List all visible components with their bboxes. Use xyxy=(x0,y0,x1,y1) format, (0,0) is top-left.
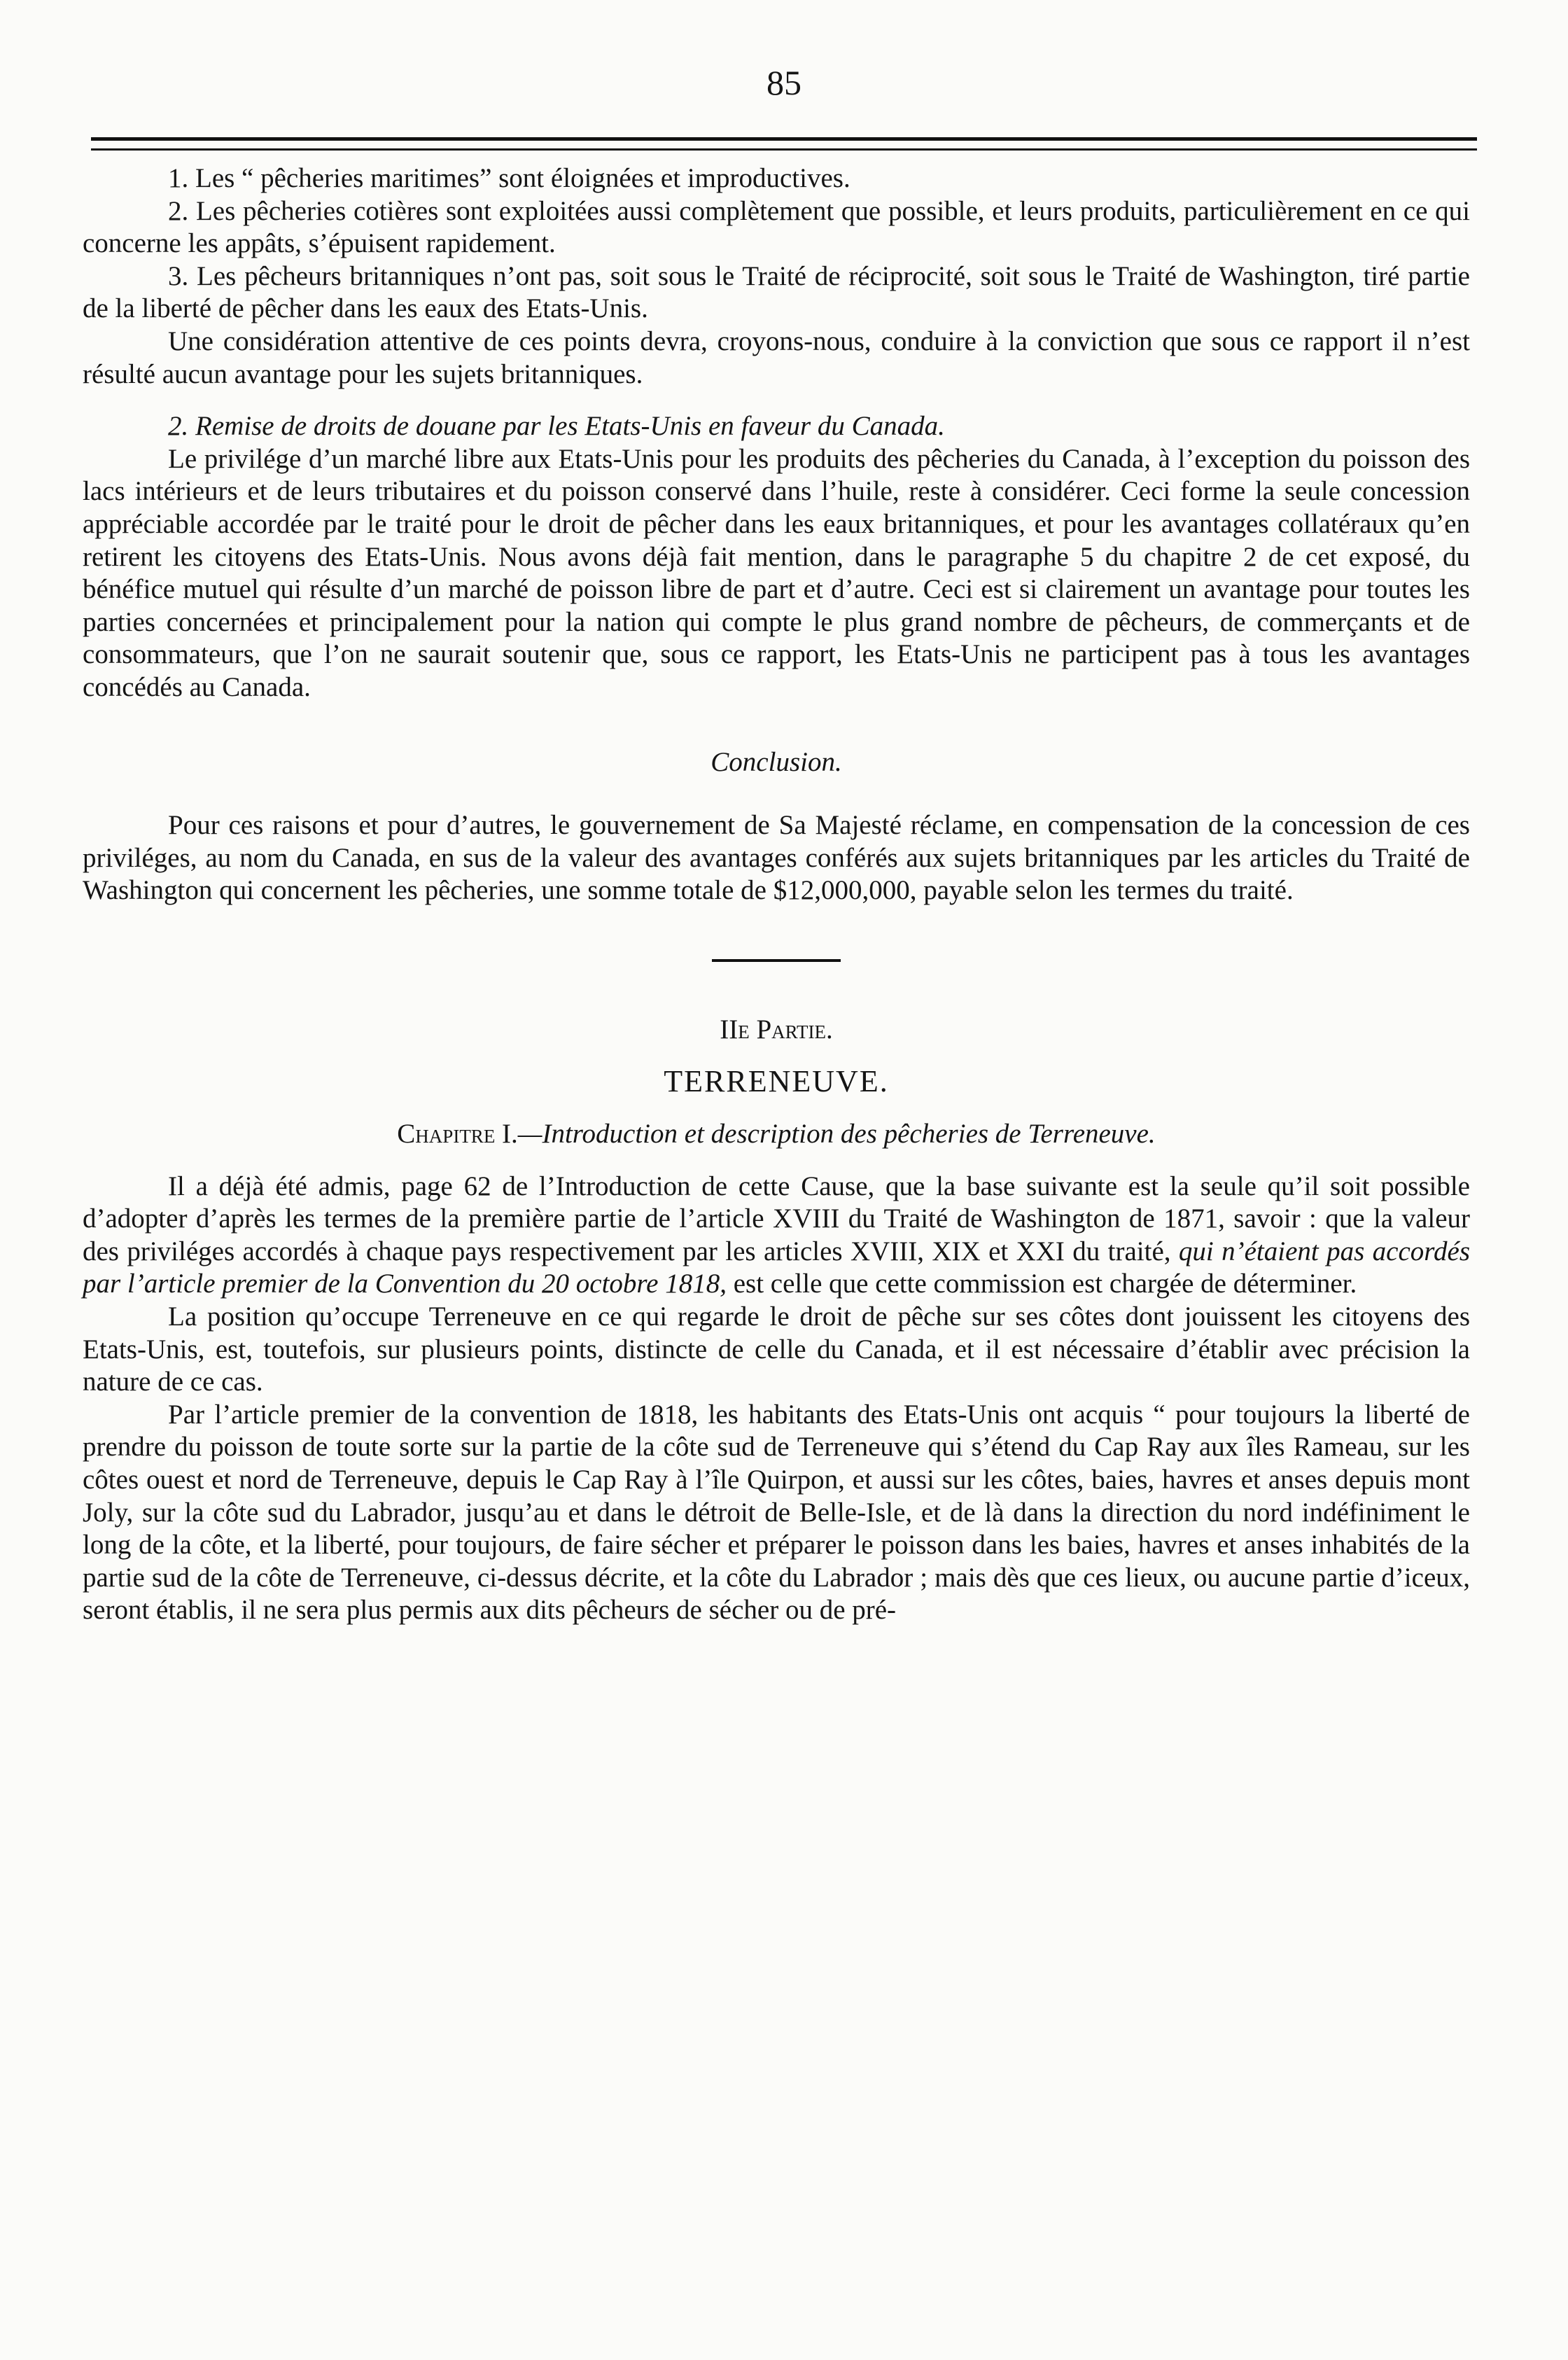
intro-text: Il a déjà été admis, page 62 de l’Introduction de cette Cause, que la base suivante est la seule qu’il soit possible d’adopter d’après les termes de la première partie de l’article XVIII du Traité de Washington de 1871, savoir : que la valeur des priviléges accordés à chaque pays respectivement par les articles XVIII, XIX et XXI du traité, xyxy=(83,1171,1470,1266)
header-rule-thick xyxy=(91,137,1477,141)
section-2-heading: 2. Remise de droits de douane par les Etats-Unis en faveur du Canada. xyxy=(168,411,945,442)
page-body xyxy=(83,162,1470,1627)
list-item-3: 3. Les pêcheurs britanniques n’ont pas, soit sous le Traité de réciprocité, soit sous le Traité de Washington, tiré partie de la liberté de pêcher dans les eaux des Etats-Unis. xyxy=(83,260,1470,324)
intro-paragraph xyxy=(83,1171,1470,1301)
page-number: 85 xyxy=(766,63,802,102)
header-rule-thin xyxy=(91,148,1477,151)
part-heading: IIe Partie. xyxy=(720,1014,833,1045)
intro-end-text: est celle que cette commission est chargée de déterminer. xyxy=(733,1269,1357,1299)
consideration-paragraph: Une considération attentive de ces points devra, croyons-nous, conduire à la conviction que sous ce rapport il n’est résulté aucun avantage pour les sujets britanniques. xyxy=(83,326,1470,389)
chapter-heading xyxy=(83,1118,1470,1151)
part-title: TERRENEUVE. xyxy=(664,1064,889,1099)
list-item-1: 1. Les “ pêcheries maritimes” sont éloignées et improductives. xyxy=(168,163,850,193)
intro-italic-text: qui n’étaient pas accordés par l’article premier de la Convention du 20 octobre 1818, xyxy=(83,1236,1471,1299)
list-item-2: 2. Les pêcheries cotières sont exploitées aussi complètement que possible, et leurs produits, particulièrement en ce qui concerne les appâts, s’épuisent rapidement. xyxy=(83,195,1470,259)
chapter-title: —Introduction et description des pêcheries de Terreneuve. xyxy=(517,1119,1156,1150)
conclusion-heading: Conclusion. xyxy=(710,746,842,777)
section-2-paragraph: Le privilége d’un marché libre aux Etats-Unis pour les produits des pêcheries du Canada, à l’exception du poisson des lacs intérieurs et de leurs tributaires et du poisson conservé dans l’huile, reste à considérer. Ceci forme la seule concession appréciable accordée par le traité pour le droit de pêcher dans les eaux britanniques, et pour les avantages collatéraux qu’en retirent les citoyens des Etats-Unis. Nous avons déjà fait mention, dans le paragraphe 5 du chapitre 2 de cet exposé, du bénéfice mutuel qui résulte d’un marché de poisson libre de part et d’autre. Ceci est si clairement un avantage pour toutes les parties concernées et principalement pour la nation qui compte le plus grand nombre de pêcheurs, de commerçants et de consommateurs, que l’on ne saurait soutenir que, sous ce rapport, les Etats-Unis ne participent pas à tous les avantages concédés au Canada. xyxy=(83,443,1470,702)
conclusion-paragraph: Pour ces raisons et pour d’autres, le gouvernement de Sa Majesté réclame, en compensation de la concession de ces priviléges, au nom du Canada, en sus de la valeur des avantages conférés aux sujets britanniques par les articles du Traité de Washington qui concernent les pêcheries, une somme totale de $12,000,000, payable selon les termes du traité. xyxy=(83,810,1470,906)
chapter-label: Chapitre I. xyxy=(397,1119,518,1150)
section-divider xyxy=(712,959,841,962)
position-paragraph: La position qu’occupe Terreneuve en ce qui regarde le droit de pêche sur ses côtes dont jouissent les citoyens des Etats-Unis, est, toutefois, sur plusieurs points, distincte de celle du Canada, et il est nécessaire d’établir avec précision la nature de ce cas. xyxy=(83,1301,1470,1397)
convention-paragraph: Par l’article premier de la convention de 1818, les habitants des Etats-Unis ont acquis “ pour toujours la liberté de prendre du poisson de toute sorte sur la partie de la côte sud de Terreneuve qui s’étend du Cap Ray aux îles Rameau, sur les côtes ouest et nord de Terreneuve, depuis le Cap Ray à l’île Quirpon, et aussi sur les côtes, baies, havres et anses depuis mont Joly, sur la côte sud du Labrador, jusqu’au et dans le détroit de Belle-Isle, et de là dans la direction du nord indéfiniment le long de la côte, et la liberté, pour toujours, de faire sécher et préparer le poisson dans les baies, havres et anses inhabités de la partie sud de la côte de Terreneuve, ci-dessus décrite, et la côte du Labrador ; mais dès que ces lieux, ou aucune partie d’iceux, seront établis, il ne sera plus permis aux dits pêcheurs de sécher ou de pré- xyxy=(83,1399,1470,1626)
